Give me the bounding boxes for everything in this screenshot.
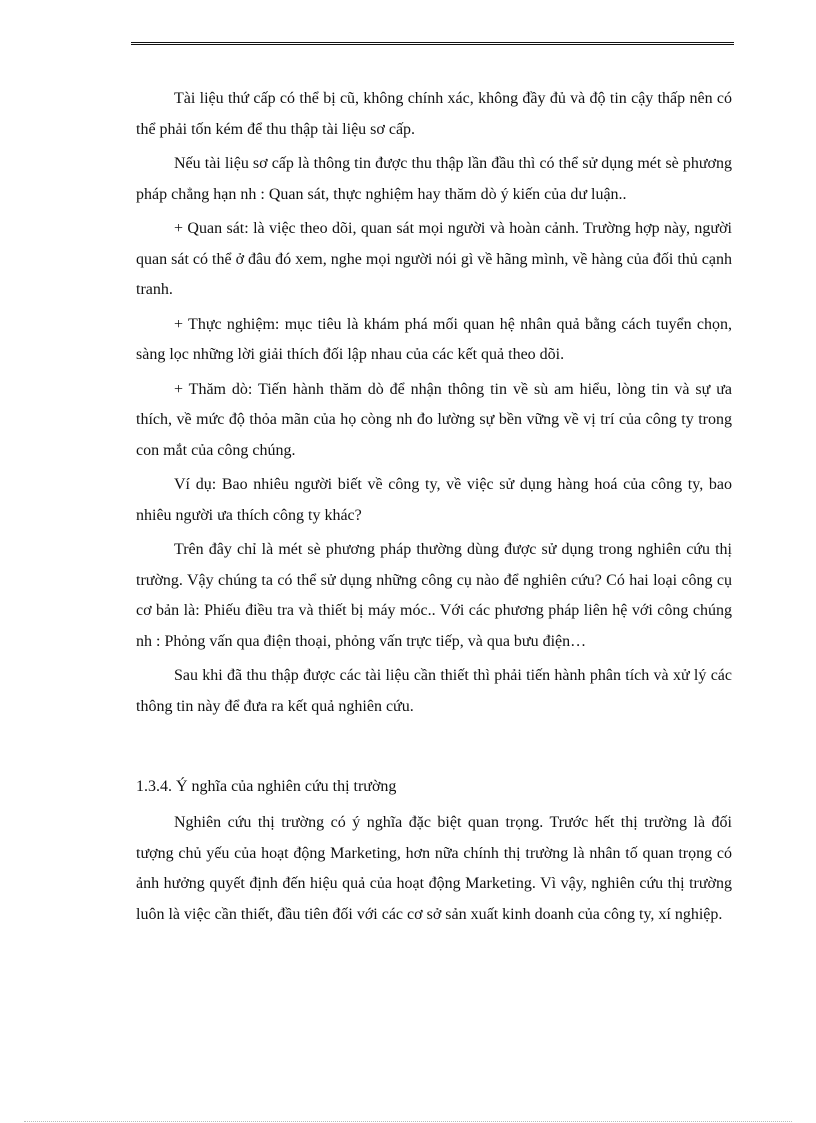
paragraph-experiment: + Thực nghiệm: mục tiêu là khám phá mối quan hệ nhân quả bằng cách tuyển chọn, sàng lọc những lời giải thích đối lập nhau của các kết quả theo dõi. xyxy=(136,315,732,363)
paragraph-survey: + Thăm dò: Tiến hành thăm dò để nhận thông tin về sù am hiểu, lòng tin và sự ưa thích, về mức độ thỏa mãn của họ còng nh đo lường sự bền vững về vị trí của công ty trong con mắt của công chúng. xyxy=(136,380,732,459)
paragraph-observation: + Quan sát: là việc theo dõi, quan sát mọi người và hoàn cảnh. Trường hợp này, người quan sát có thể ở đâu đó xem, nghe mọi người nói gì về hãng mình, về hàng của đối thủ cạnh tranh. xyxy=(136,220,732,298)
paragraph-significance: Nghiên cứu thị trường có ý nghĩa đặc biệt quan trọng. Trước hết thị trường là đối tượng chủ yếu của hoạt động Marketing, hơn nữa chính thị trường là nhân tố quan trọng có ảnh hưởng quyết định đến hiệu quả của hoạt động Marketing. Vì vậy, nghiên cứu thị trường luôn là việc cần thiết, đầu tiên đối với các cơ sở sản xuất kinh doanh của công ty, xí nghiệp. xyxy=(136,814,732,923)
paragraph-secondary-data: Tài liệu thứ cấp có thể bị cũ, không chính xác, không đầy đủ và độ tin cậy thấp nên có thể phải tốn kém để thu thập tài liệu sơ cấp. xyxy=(136,90,732,138)
paragraph-analysis: Sau khi đã thu thập được các tài liệu cần thiết thì phải tiến hành phân tích và xử lý các thông tin này để đưa ra kết quả nghiên cứu. xyxy=(136,667,732,715)
paragraph-example: Ví dụ: Bao nhiêu người biết về công ty, về việc sử dụng hàng hoá của công ty, bao nhiêu người ưa thích công ty khác? xyxy=(136,476,732,524)
document-body xyxy=(136,84,732,934)
section-heading: 1.3.4. Ý nghĩa của nghiên cứu thị trường xyxy=(136,778,397,795)
footer-dotted-rule xyxy=(24,1121,792,1122)
header-double-rule xyxy=(131,42,734,45)
paragraph-research-tools: Trên đây chỉ là mét sè phương pháp thường dùng được sử dụng trong nghiên cứu thị trường. Vậy chúng ta có thể sử dụng những công cụ nào để nghiên cứu? Có hai loại công cụ cơ bản là: Phiếu điều tra và thiết bị máy móc.. Với các phương pháp liên hệ với công chúng nh : Phỏng vấn qua điện thoại, phỏng vấn trực tiếp, và qua bưu điện… xyxy=(136,541,732,650)
paragraph-primary-data: Nếu tài liệu sơ cấp là thông tin được thu thập lần đầu thì có thể sử dụng mét sè phương pháp chẳng hạn nh : Quan sát, thực nghiệm hay thăm dò ý kiến của dư luận.. xyxy=(136,155,732,203)
